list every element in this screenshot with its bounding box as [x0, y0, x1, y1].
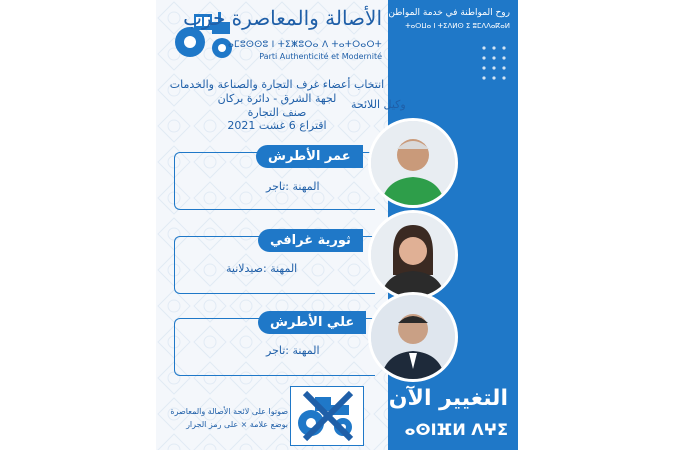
tractor-cross-icon	[291, 387, 363, 445]
tractor-vote-symbol	[290, 386, 364, 446]
slogan-arabic: روح المواطنة في خدمة المواطن	[388, 8, 510, 18]
slogan-tifinagh: ⵜⴰⵔⵡⴰ ⵏ ⵜⵉⴷⵍⵙ ⵉ ⵓⵎⴷⴷⴰⴽⴰⵍ	[405, 22, 510, 30]
candidate-job-2: المهنة :صيدلانية	[226, 262, 298, 275]
election-poster	[156, 0, 518, 450]
dots-decoration	[480, 44, 510, 94]
candidate-job-1: المهنة :تاجر	[266, 180, 320, 193]
candidate-job-3: المهنة :تاجر	[266, 344, 320, 357]
vote-instruction-line-1: صوتوا على لائحة الأصالة والمعاصرة	[170, 407, 288, 416]
candidate-name-3: علي الأطرش	[258, 311, 366, 334]
change-now-arabic: التغيير الآن	[388, 386, 508, 411]
change-now-tifinagh: ⴰⵙⵏⴼⵍ ⴷⵖⵉ	[404, 420, 508, 439]
party-name-arabic: الأصالة والمعاصرة حزب	[183, 6, 382, 30]
vote-instruction-line-2: بوضع علامة × على رمز الجرار	[186, 420, 288, 429]
headline-line-2: لجهة الشرق - دائرة بركان	[217, 92, 337, 105]
candidate-name-1: عمر الأطرش	[256, 145, 363, 168]
vote-instructions	[170, 405, 288, 431]
party-logo	[162, 6, 388, 68]
candidate-name-2: ثورية غرافي	[258, 229, 363, 252]
headline-line-1: انتخاب أعضاء غرف التجارة والصناعة والخدمات	[169, 78, 385, 91]
party-name-tifinagh: ⴰⵎⵓⵙⵙⵓ ⵏ ⵜⵉⵥⵓⵔⴰ ⴷ ⵜⴰⵜⵔⴰⵔⵜ	[227, 40, 382, 50]
candidate-photo-3	[368, 292, 458, 382]
candidate-photo-1	[368, 118, 458, 208]
candidate-photo-2	[368, 210, 458, 300]
list-agent-label: وكيل اللائحة	[351, 98, 406, 111]
headline-line-4: اقتراع 6 غشت 2021	[227, 119, 327, 132]
party-name-french: Parti Authenticité et Modernité	[259, 52, 382, 61]
headline-line-3: صنف التجارة	[247, 106, 307, 119]
